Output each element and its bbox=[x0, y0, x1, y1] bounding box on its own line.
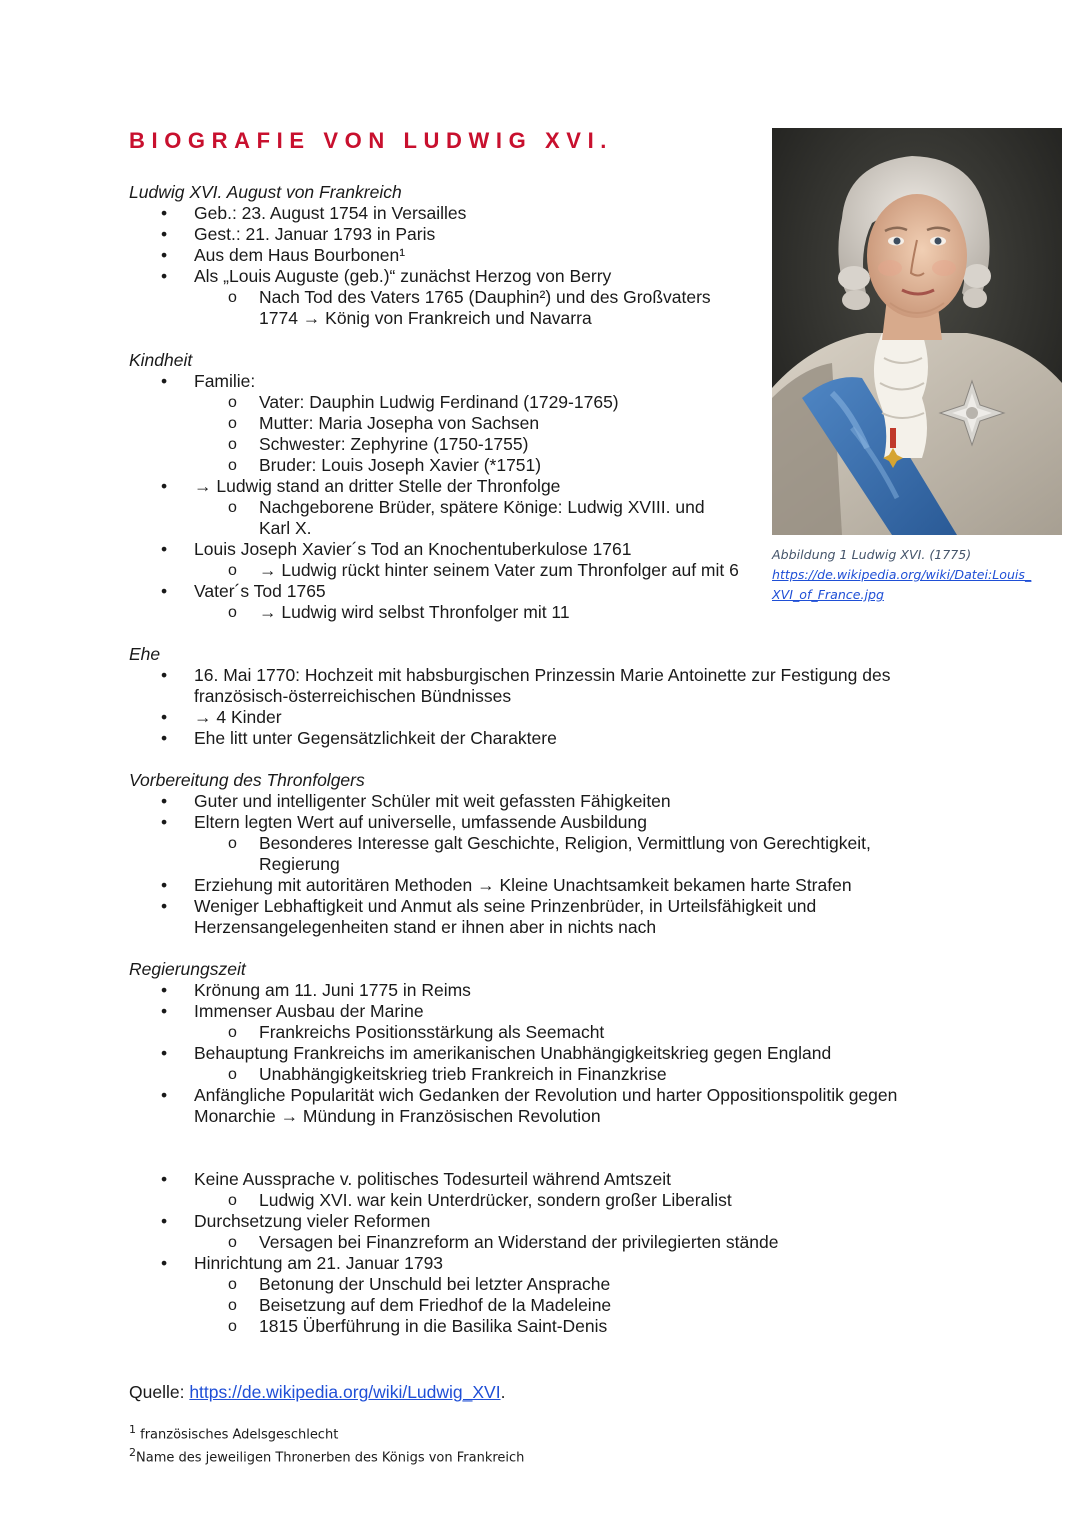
sub-list-item: o Nachgeborene Brüder, spätere Könige: Ludwig XVIII. und Karl X. bbox=[0, 497, 729, 539]
footnote-2 bbox=[129, 1444, 524, 1467]
caption-link-continued[interactable]: XVI_of_France.jpg bbox=[772, 587, 884, 602]
list-item: • Durchsetzung vieler Reformen bbox=[0, 1211, 1080, 1232]
caption-link[interactable]: https://de.wikipedia.org/wiki/Datei:Louis_ bbox=[772, 567, 1032, 582]
sub-list-item: o Ludwig XVI. war kein Unterdrücker, sondern großer Liberalist bbox=[0, 1190, 1080, 1211]
list-item: • → Ludwig stand an dritter Stelle der Thronfolge bbox=[0, 476, 1080, 497]
source-period: . bbox=[500, 1382, 506, 1402]
list-item: • Immenser Ausbau der Marine bbox=[0, 1001, 1080, 1022]
list-item: • Guter und intelligenter Schüler mit weit gefassten Fähigkeiten bbox=[0, 791, 1080, 812]
section-amtszeit bbox=[0, 1169, 1080, 1337]
footnote-text: Name des jeweiligen Thronerben des Königs von Frankreich bbox=[136, 1450, 525, 1466]
footnote-1 bbox=[129, 1421, 338, 1444]
sub-list-item: o → Ludwig wird selbst Thronfolger mit 11 bbox=[0, 602, 1080, 623]
sub-list-item: o Mutter: Maria Josepha von Sachsen bbox=[0, 413, 1080, 434]
section-regierungszeit bbox=[0, 959, 1080, 1127]
list-item: • Geb.: 23. August 1754 in Versailles bbox=[0, 203, 1080, 224]
sub-list-item: o Unabhängigkeitskrieg trieb Frankreich in Finanzkrise bbox=[0, 1064, 1080, 1085]
footnote-text: französisches Adelsgeschlecht bbox=[140, 1427, 339, 1443]
source-label: Quelle: bbox=[129, 1382, 190, 1402]
list-item: • Erziehung mit autoritären Methoden → Kleine Unachtsamkeit bekamen harte Strafen bbox=[0, 875, 1080, 896]
footnote-marker: 2 bbox=[129, 1446, 136, 1459]
page-title: BIOGRAFIE VON LUDWIG XVI. bbox=[129, 128, 614, 153]
list-item: • Krönung am 11. Juni 1775 in Reims bbox=[0, 980, 1080, 1001]
sub-list-item: o Versagen bei Finanzreform an Widerstand der privilegierten stände bbox=[0, 1232, 1080, 1253]
sub-list-item: o Nach Tod des Vaters 1765 (Dauphin²) und des Großvaters 1774 → König von Frankreich und Navarra bbox=[0, 287, 739, 329]
sub-list-item: o → Ludwig rückt hinter seinem Vater zum Thronfolger auf mit 6 bbox=[0, 560, 1080, 581]
section-vorbereitung bbox=[0, 770, 1080, 938]
list-item: • 16. Mai 1770: Hochzeit mit habsburgischen Prinzessin Marie Antoinette zur Festigung des französisch-österreichischen Bündnisses bbox=[0, 665, 934, 707]
list-item: • Eltern legten Wert auf universelle, umfassende Ausbildung bbox=[0, 812, 1080, 833]
list-item: • Vater´s Tod 1765 bbox=[0, 581, 1080, 602]
section-heading-vorbereitung: Vorbereitung des Thronfolgers bbox=[129, 770, 365, 790]
list-item: • Aus dem Haus Bourbonen¹ bbox=[0, 245, 1080, 266]
list-item: • Behauptung Frankreichs im amerikanischen Unabhängigkeitskrieg gegen England bbox=[0, 1043, 1080, 1064]
sub-list-item: o Bruder: Louis Joseph Xavier (*1751) bbox=[0, 455, 1080, 476]
section-ehe bbox=[0, 644, 1080, 749]
sub-list-item: o Beisetzung auf dem Friedhof de la Madeleine bbox=[0, 1295, 1080, 1316]
section-heading-regierungszeit: Regierungszeit bbox=[129, 959, 246, 979]
section-heading-ehe: Ehe bbox=[129, 644, 161, 664]
sub-list-item: o Frankreichs Positionsstärkung als Seemacht bbox=[0, 1022, 1080, 1043]
footnote-marker: 1 bbox=[129, 1423, 136, 1436]
section-kindheit bbox=[0, 350, 1080, 623]
list-item: • → 4 Kinder bbox=[0, 707, 1080, 728]
sub-list-item: o 1815 Überführung in die Basilika Saint-Denis bbox=[0, 1316, 1080, 1337]
source-line bbox=[129, 1382, 505, 1403]
section-heading-intro: Ludwig XVI. August von Frankreich bbox=[129, 182, 402, 202]
biography-content bbox=[0, 182, 1080, 1337]
list-item: • Louis Joseph Xavier´s Tod an Knochentuberkulose 1761 bbox=[0, 539, 1080, 560]
list-item: • Anfängliche Popularität wich Gedanken der Revolution und harter Oppositionspolitik gegen Monarchie → Mündung in Französischen Revolution bbox=[0, 1085, 934, 1127]
section-heading-kindheit: Kindheit bbox=[129, 350, 193, 370]
sub-list-item: o Betonung der Unschuld bei letzter Ansprache bbox=[0, 1274, 1080, 1295]
list-item: • Keine Aussprache v. politisches Todesurteil während Amtszeit bbox=[0, 1169, 1080, 1190]
section-intro bbox=[0, 182, 1080, 329]
sub-list-item: o Vater: Dauphin Ludwig Ferdinand (1729-1765) bbox=[0, 392, 1080, 413]
list-item: • Gest.: 21. Januar 1793 in Paris bbox=[0, 224, 1080, 245]
list-item: • Als „Louis Auguste (geb.)“ zunächst Herzog von Berry bbox=[0, 266, 1080, 287]
sub-list-item: o Schwester: Zephyrine (1750-1755) bbox=[0, 434, 1080, 455]
sub-list-item: o Besonderes Interesse galt Geschichte, Religion, Vermittlung von Gerechtigkeit, Regierung bbox=[0, 833, 909, 875]
list-item: • Ehe litt unter Gegensätzlichkeit der Charaktere bbox=[0, 728, 1080, 749]
source-link[interactable]: https://de.wikipedia.org/wiki/Ludwig_XVI bbox=[189, 1382, 501, 1402]
list-item: • Familie: bbox=[0, 371, 1080, 392]
list-item: • Hinrichtung am 21. Januar 1793 bbox=[0, 1253, 1080, 1274]
caption-text: Abbildung 1 Ludwig XVI. (1775) bbox=[772, 547, 972, 562]
list-item: • Weniger Lebhaftigkeit und Anmut als seine Prinzenbrüder, in Urteilsfähigkeit und Herzensangelegenheiten stand er ihnen aber in nichts nach bbox=[0, 896, 874, 938]
